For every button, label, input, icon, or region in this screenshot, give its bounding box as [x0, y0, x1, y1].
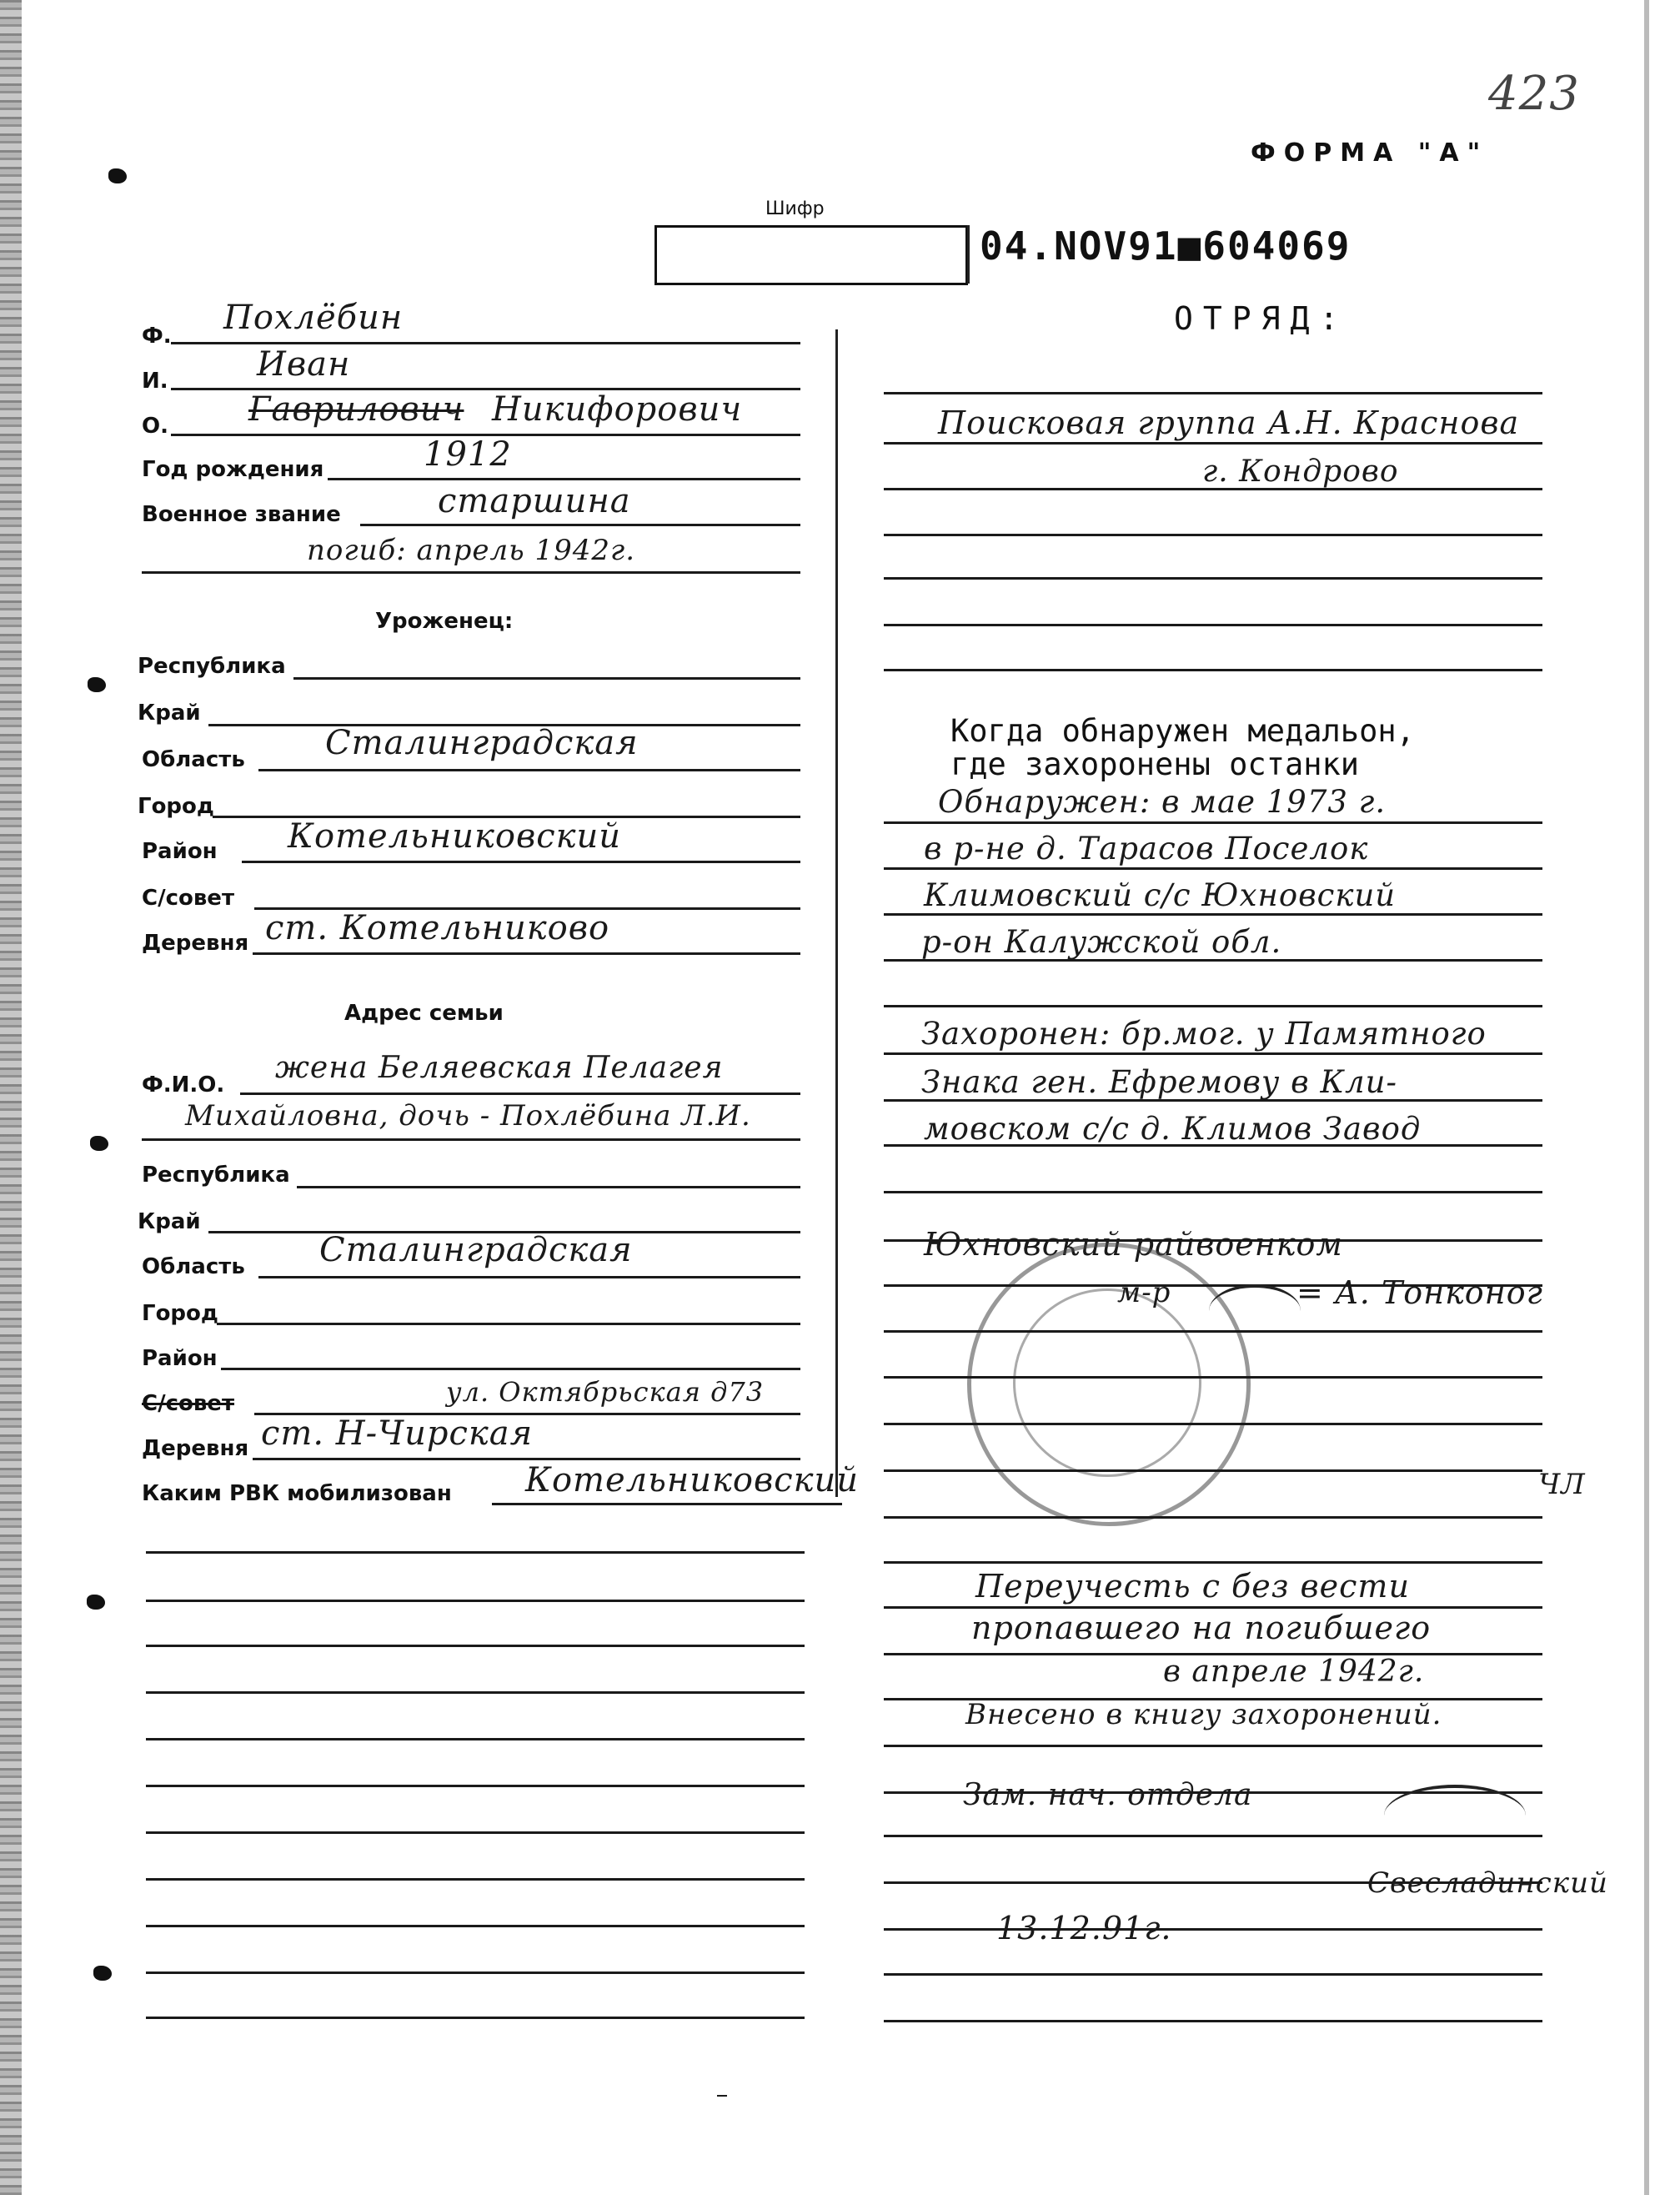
form-line [253, 1458, 800, 1460]
buried-line3: мовском с/с д. Климов Завод [924, 1111, 1422, 1147]
form-line [884, 1745, 1542, 1747]
unit-line2: г. Кондрово [1202, 455, 1399, 489]
patronymic-label: О. [142, 414, 168, 439]
form-line [884, 1516, 1542, 1519]
form-line [293, 677, 800, 680]
note-line2: пропавшего на погибшего [971, 1610, 1432, 1646]
punch-hole [93, 1966, 112, 1981]
family-village-value: ст. Н-Чирская [261, 1414, 534, 1453]
form-line [146, 2017, 805, 2019]
form-line [221, 1368, 800, 1370]
form-line [884, 1561, 1542, 1564]
form-line [328, 478, 800, 480]
family-fio-label: Ф.И.О. [142, 1072, 225, 1098]
column-divider [835, 329, 838, 1497]
form-line [884, 1005, 1542, 1007]
birth-year-value: 1912 [424, 435, 512, 474]
form-line [146, 1878, 805, 1881]
found-line1: Обнаружен: в мае 1973 г. [938, 784, 1387, 820]
note-line3: в апреле 1942г. [1163, 1655, 1425, 1689]
form-line [884, 1239, 1542, 1242]
buried-line1: Захоронен: бр.мог. у Памятного [921, 1016, 1487, 1052]
rvk-label: Каким РВК мобилизован [142, 1481, 452, 1506]
initials-mark: ЧЛ [1538, 1468, 1586, 1501]
family-oblast-label: Область [142, 1254, 245, 1279]
native-selsovet-label: С/совет [142, 886, 235, 911]
form-line [884, 2020, 1542, 2022]
form-line [884, 669, 1542, 671]
form-line [884, 867, 1542, 870]
form-line [297, 1186, 800, 1188]
native-raion-value: Котельниковский [288, 817, 622, 856]
family-village-label: Деревня [142, 1436, 249, 1461]
form-line [884, 1835, 1542, 1837]
scan-edge [1644, 0, 1649, 2195]
family-oblast-value: Сталинградская [319, 1231, 633, 1269]
official-stamp [1013, 1288, 1201, 1477]
form-line [146, 1831, 805, 1834]
patronymic-crossed-value: Гаврилович [248, 390, 464, 429]
buried-line2: Знака ген. Ефремову в Кли- [921, 1064, 1397, 1100]
rank-label: Военное звание [142, 502, 341, 527]
family-fio-line2: Михайловна, дочь - Похлёбина Л.И. [185, 1099, 751, 1133]
found-line2: в р-не д. Тарасов Поселок [924, 831, 1369, 866]
native-krai-label: Край [138, 701, 201, 726]
form-line [258, 769, 800, 771]
native-village-value: ст. Котельниково [265, 909, 610, 947]
form-line [360, 524, 800, 526]
found-line3: Климовский с/с Юхновский [924, 877, 1397, 913]
form-title: ФОРМА "А" [1251, 138, 1489, 168]
form-line [884, 1284, 1542, 1287]
scan-mark [717, 2095, 727, 2097]
deputy-title: Зам. нач. отдела [963, 1778, 1253, 1812]
form-line [884, 577, 1542, 580]
native-oblast-label: Область [142, 747, 245, 772]
form-line [146, 1691, 805, 1694]
birth-year-label: Год рождения [142, 457, 324, 482]
death-note: погиб: апрель 1942г. [307, 534, 635, 567]
form-line [884, 534, 1542, 536]
scan-edge [0, 0, 22, 2195]
military-rank: м-р [1117, 1276, 1171, 1309]
form-line [884, 624, 1542, 626]
form-line [492, 1503, 842, 1505]
cipher-box [654, 225, 968, 285]
surname-label: Ф. [142, 324, 172, 349]
unit-line1: Поисковая группа А.Н. Краснова [938, 404, 1520, 441]
form-line [884, 1144, 1542, 1147]
form-line [146, 1971, 805, 1974]
form-line [142, 571, 800, 574]
form-line [884, 1606, 1542, 1609]
name-label: И. [142, 369, 168, 394]
deputy-name: Свесладинский [1367, 1866, 1608, 1900]
patronymic-value: Никифорович [492, 390, 743, 429]
form-line [146, 1785, 805, 1787]
family-krai-label: Край [138, 1209, 201, 1234]
discovery-heading-line2: где захоронены останки [950, 746, 1360, 782]
form-line [884, 1052, 1542, 1055]
cipher-label: Шифр [765, 198, 825, 219]
divider [967, 225, 970, 284]
native-city-label: Город [138, 794, 214, 819]
form-line [884, 442, 1542, 445]
form-line [146, 1645, 805, 1647]
surname-value: Похлёбин [223, 299, 404, 337]
note-line1: Переучесть с без вести [975, 1568, 1410, 1605]
unit-label: ОТРЯД: [1174, 300, 1349, 337]
native-republic-label: Республика [138, 654, 286, 679]
form-line [146, 1738, 805, 1740]
form-line [146, 1551, 805, 1554]
registration-stamp-number: 04.NOV91■604069 [980, 224, 1352, 269]
discovery-heading-line1: Когда обнаружен медальон, [950, 713, 1415, 749]
form-line [171, 342, 800, 344]
native-raion-label: Район [142, 839, 218, 864]
form-line [884, 959, 1542, 962]
found-line4: р-он Калужской обл. [921, 924, 1282, 960]
military-name: = А. Тонконог [1296, 1274, 1543, 1311]
form-line [884, 1469, 1542, 1472]
page-number: 423 [1488, 67, 1580, 121]
form-line [884, 913, 1542, 916]
form-line [884, 1423, 1542, 1425]
native-village-label: Деревня [142, 931, 249, 956]
form-line [217, 1323, 800, 1325]
form-line [884, 1191, 1542, 1193]
punch-hole [87, 1595, 105, 1610]
form-line [884, 1928, 1542, 1931]
native-oblast-value: Сталинградская [325, 724, 639, 762]
note-line4: Внесено в книгу захоронений. [965, 1698, 1442, 1731]
form-line [884, 1330, 1542, 1333]
form-line [884, 488, 1542, 490]
form-line [884, 1376, 1542, 1379]
form-line [884, 392, 1542, 394]
military-commissar: Юхновский райвоенком [924, 1226, 1343, 1263]
form-line [884, 1973, 1542, 1976]
completion-date: 13.12.91г. [996, 1910, 1172, 1946]
form-line [240, 1092, 800, 1095]
family-republic-label: Республика [142, 1163, 290, 1188]
form-line [258, 1276, 800, 1278]
name-value: Иван [257, 345, 351, 384]
family-street-value: ул. Октябрьская д73 [446, 1376, 765, 1408]
rvk-value: Котельниковский [525, 1461, 860, 1499]
native-heading: Уроженец: [375, 609, 514, 634]
punch-hole [108, 168, 127, 183]
form-line [242, 861, 800, 863]
rank-value: старшина [438, 482, 631, 520]
form-line [146, 1925, 805, 1927]
family-raion-label: Район [142, 1346, 218, 1371]
form-line [253, 952, 800, 955]
form-line [142, 1138, 800, 1141]
punch-hole [90, 1136, 108, 1151]
form-line [884, 1881, 1542, 1884]
form-line [884, 1099, 1542, 1102]
form-line [146, 1600, 805, 1602]
family-city-label: Город [142, 1301, 218, 1326]
punch-hole [88, 677, 106, 692]
family-fio-line1: жена Беляевская Пелагея [275, 1051, 724, 1085]
family-selsovet-label: С/совет [142, 1391, 235, 1416]
form-line [884, 821, 1542, 824]
family-heading: Адрес семьи [344, 1001, 504, 1026]
